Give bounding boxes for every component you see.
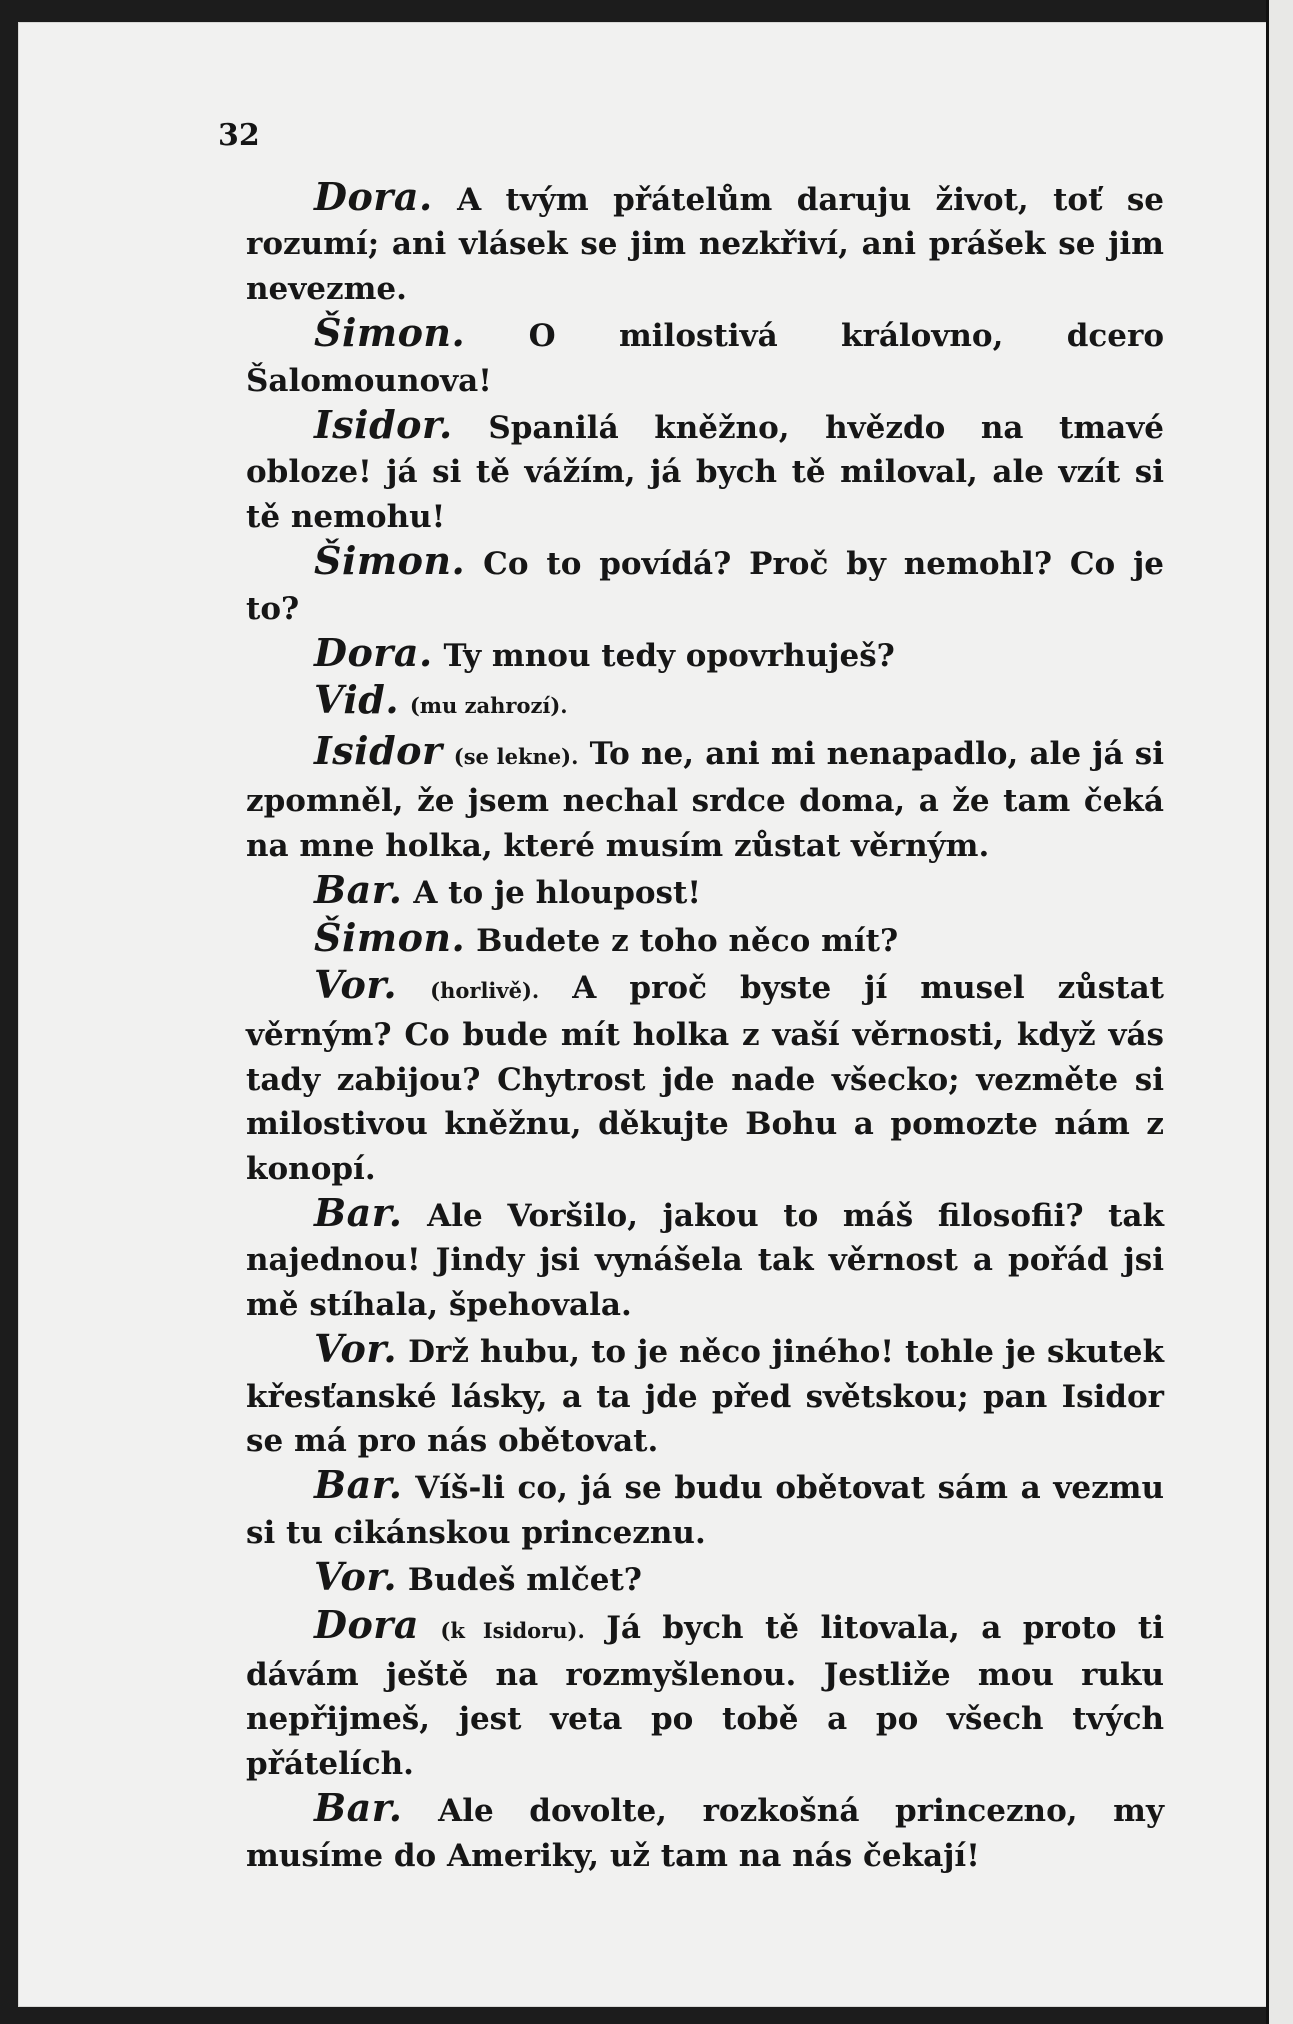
speaker-name: Bar. <box>314 1462 403 1508</box>
dialogue-line <box>246 729 1164 868</box>
dialogue-line <box>246 539 1164 631</box>
speaker-name: Bar. <box>314 1189 403 1235</box>
speaker-name: Bar. <box>314 867 403 913</box>
dialogue-line <box>246 175 1164 311</box>
dialogue-line <box>246 916 1164 963</box>
speaker-name: Vid. <box>314 677 400 723</box>
speaker-name: Dora. <box>314 174 433 219</box>
speaker-name: Vor. <box>314 1554 398 1600</box>
line-text: O milostivá královno, dcero Šalomounova! <box>246 318 1164 399</box>
dialogue-line <box>246 1786 1164 1878</box>
speaker-name: Dora. <box>314 630 433 676</box>
line-text: A tvým přátelům daruju život, toť se rozumí; ani vlásek se jim nezkřiví, ani prášek se jim nevezme. <box>246 182 1164 307</box>
dialogue-line <box>246 1463 1164 1555</box>
line-text: Budeš mlčet? <box>407 1562 642 1599</box>
stage-direction: (se lekne). <box>453 743 579 769</box>
line-text: Co to povídá? Proč by nemohl? Co je to? <box>246 546 1165 627</box>
dialogue-line <box>246 1555 1164 1602</box>
line-text: Ty mnou tedy opovrhuješ? <box>443 638 895 675</box>
dialogue-line <box>246 963 1164 1191</box>
speaker-name: Isidor <box>314 727 443 773</box>
speaker-name: Dora <box>314 1601 419 1647</box>
line-text: Ale dovolte, rozkošná princezno, my musíme do Ameriky, už tam na nás čekají! <box>246 1793 1164 1874</box>
speaker-name: Šimon. <box>314 538 466 584</box>
dialogue-line <box>246 311 1164 403</box>
page-number: 32 <box>218 118 260 153</box>
dialogue-line <box>246 868 1164 915</box>
dialogue-line <box>246 403 1164 539</box>
dialogue-line <box>246 1603 1164 1787</box>
line-text: Budete z toho něco mít? <box>476 922 899 959</box>
dialogue-text <box>246 175 1164 1878</box>
dialogue-line <box>246 631 1164 678</box>
speaker-name: Vor. <box>314 1326 398 1372</box>
speaker-name: Šimon. <box>314 310 466 356</box>
speaker-name: Šimon. <box>314 914 466 960</box>
stage-direction: (horlivě). <box>430 977 540 1003</box>
line-text: A to je hloupost! <box>413 875 701 912</box>
line-text: Já bych tě litovala, a proto ti dávám ještě na rozmyšlenou. Jestliže mou ruku nepřijmeš, jest veta po tobě a po všech tvých přátelích. <box>246 1609 1164 1782</box>
dialogue-line <box>246 1327 1164 1463</box>
speaker-name: Isidor. <box>314 402 453 448</box>
dialogue-line <box>246 1191 1164 1327</box>
line-text: Ale Voršilo, jakou to máš filosofii? tak najednou! Jindy jsi vynášela tak věrnost a pořád jsi mě stíhala, špehovala. <box>246 1197 1164 1323</box>
stage-direction: (k Isidoru). <box>440 1617 585 1643</box>
line-text: Víš-li co, já se budu obětovat sám a vezmu si tu cikánskou princeznu. <box>246 1470 1165 1551</box>
line-text: Spanilá kněžno, hvězdo na tmavé obloze! já si tě vážím, já bych tě miloval, ale vzít si tě nemohu! <box>246 410 1164 535</box>
stage-direction: (mu zahrozí). <box>409 693 568 719</box>
line-text: A proč byste jí musel zůstat věrným? Co bude mít holka z vaší věrnosti, když vás tady zabijou? Chytrost jde nade všecko; vezměte si milostivou kněžnu, děkujte Bohu a pomozte nám z konopí. <box>246 969 1164 1187</box>
scan-edge <box>1266 0 1293 2024</box>
speaker-name: Bar. <box>314 1785 403 1831</box>
speaker-name: Vor. <box>314 961 398 1007</box>
dialogue-line <box>246 678 1164 728</box>
line-text: To ne, ani mi nenapadlo, ale já si zpomněl, že jsem nechal srdce doma, a že tam čeká na mne holka, které musím zůstat věrným. <box>246 735 1164 864</box>
line-text: Drž hubu, to je něco jiného! tohle je skutek křesťanské lásky, a ta jde před světskou; pan Isidor se má pro nás obětovat. <box>246 1334 1164 1459</box>
